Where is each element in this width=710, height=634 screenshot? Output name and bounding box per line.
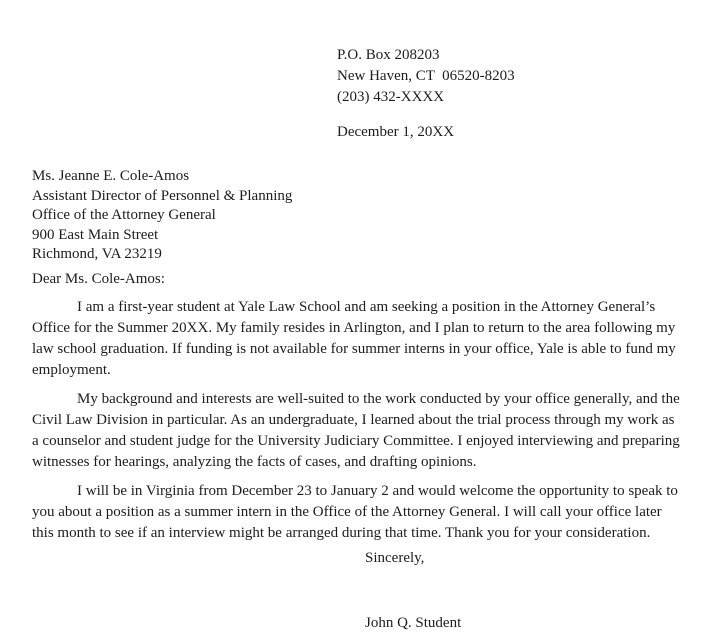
- signature-name: John Q. Student: [365, 614, 462, 631]
- closing: Sincerely,: [365, 549, 425, 566]
- salutation: Dear Ms. Cole-Amos:: [32, 270, 165, 287]
- recipient-title: Assistant Director of Personnel & Planning: [32, 187, 293, 204]
- body-paragraph: My background and interests are well-suited to the work conducted by your office generally, and the Civil Law Division in particular. As an undergraduate, I learned about the trial process through my work as a counselor and student judge for the University Judiciary Committee. I enjoyed interviewing and preparing witnesses for hearings, analyzing the facts of cases, and drafting opinions.: [32, 390, 680, 470]
- recipient-street: 900 East Main Street: [32, 226, 159, 243]
- date-line: December 1, 20XX: [337, 124, 455, 140]
- sender-address: [337, 45, 684, 108]
- sender-address-line: New Haven, CT 06520-8203: [337, 68, 515, 84]
- sender-address-line: (203) 432-XXXX: [337, 89, 445, 105]
- body-paragraph: I am a first-year student at Yale Law School and am seeking a position in the Attorney General’s Office for the Summer 20XX. My family resides in Arlington, and I plan to return to the area following my law school graduation. If funding is not available for summer interns in your office, Yale is able to fund my employment.: [32, 298, 676, 378]
- recipient-organization: Office of the Attorney General: [32, 207, 216, 223]
- recipient-name: Ms. Jeanne E. Cole-Amos: [32, 168, 190, 184]
- recipient-address: [32, 167, 684, 265]
- sender-address-line: P.O. Box 208203: [337, 47, 440, 63]
- recipient-city-state-zip: Richmond, VA 23219: [32, 246, 162, 262]
- body-paragraph: I will be in Virginia from December 23 to January 2 and would welcome the opportunity to speak to you about a position as a summer intern in the Office of the Attorney General. I will call your office later this month to see if an interview might be arranged during that time. Thank you for your consideration.: [32, 482, 678, 541]
